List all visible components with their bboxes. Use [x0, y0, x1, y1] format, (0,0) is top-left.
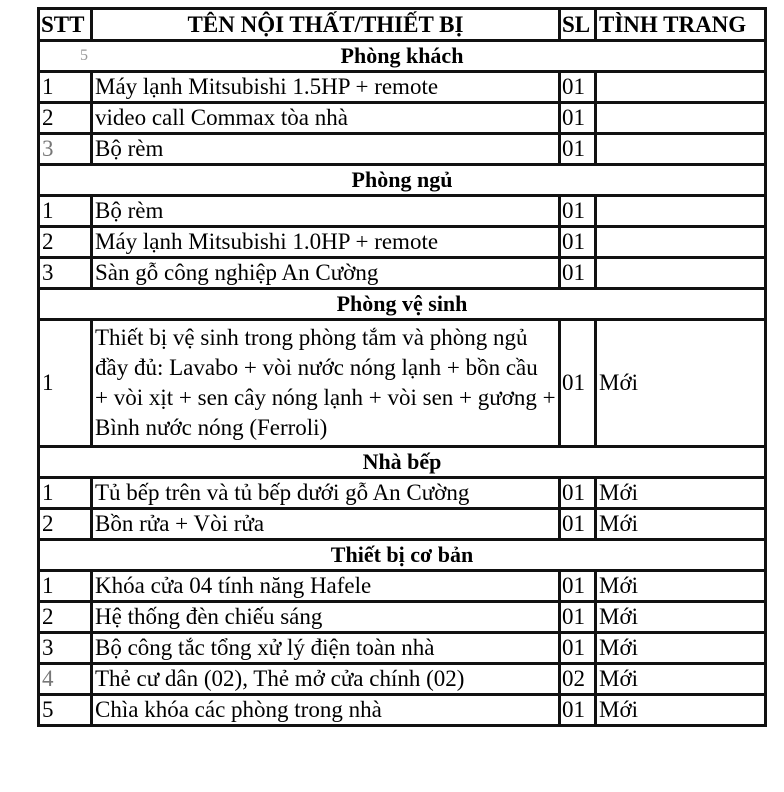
section-marker: 5 [80, 47, 88, 64]
header-status: TÌNH TRANG [596, 9, 766, 41]
table-row [39, 196, 766, 227]
row-status: Mới [596, 664, 766, 695]
row-stt: 1 [39, 196, 92, 227]
row-stt: 3 [39, 258, 92, 289]
table-row [39, 134, 766, 165]
row-item-name: Thiết bị vệ sinh trong phòng tắm và phòng ngủ đầy đủ: Lavabo + vòi nước nóng lạnh + bồn cầu + vòi xịt + sen cây nóng lạnh + vòi sen + gương + Bình nước nóng (Ferroli) [92, 320, 560, 447]
section-row-bathroom [39, 289, 766, 320]
row-quantity: 01 [560, 103, 596, 134]
table-row [39, 478, 766, 509]
row-status: Mới [596, 571, 766, 602]
row-stt: 3 [39, 633, 92, 664]
table-row [39, 72, 766, 103]
section-title: Phòng khách [340, 43, 464, 68]
row-item-name: Máy lạnh Mitsubishi 1.0HP + remote [92, 227, 560, 258]
row-status [596, 196, 766, 227]
row-item-name: Bồn rửa + Vòi rửa [92, 509, 560, 540]
section-row-basic-equipment [39, 540, 766, 571]
section-row-kitchen [39, 447, 766, 478]
row-item-name: Máy lạnh Mitsubishi 1.5HP + remote [92, 72, 560, 103]
row-quantity: 01 [560, 134, 596, 165]
row-quantity: 01 [560, 602, 596, 633]
row-status [596, 258, 766, 289]
inventory-sheet [37, 7, 764, 727]
row-stt: 2 [39, 509, 92, 540]
row-item-name: Tủ bếp trên và tủ bếp dưới gỗ An Cường [92, 478, 560, 509]
row-item-name: Bộ rèm [92, 196, 560, 227]
row-quantity: 01 [560, 72, 596, 103]
row-stt: 2 [39, 103, 92, 134]
row-item-name: Bộ công tắc tổng xử lý điện toàn nhà [92, 633, 560, 664]
row-item-name: video call Commax tòa nhà [92, 103, 560, 134]
row-quantity: 01 [560, 196, 596, 227]
table-row [39, 320, 766, 447]
table-row [39, 695, 766, 726]
row-stt: 1 [39, 320, 92, 447]
row-stt: 3 [39, 134, 92, 165]
row-quantity: 01 [560, 633, 596, 664]
header-stt: STT [39, 9, 92, 41]
row-stt: 1 [39, 478, 92, 509]
header-row [39, 9, 766, 41]
row-quantity: 01 [560, 320, 596, 447]
header-name: TÊN NỘI THẤT/THIẾT BỊ [92, 9, 560, 41]
row-status [596, 227, 766, 258]
row-item-name: Chìa khóa các phòng trong nhà [92, 695, 560, 726]
row-quantity: 01 [560, 258, 596, 289]
row-stt: 1 [39, 571, 92, 602]
inventory-table [37, 7, 767, 727]
row-status [596, 103, 766, 134]
table-row [39, 602, 766, 633]
section-row-living-room [39, 41, 766, 72]
row-status: Mới [596, 695, 766, 726]
row-item-name: Thẻ cư dân (02), Thẻ mở cửa chính (02) [92, 664, 560, 695]
row-status: Mới [596, 478, 766, 509]
row-status [596, 72, 766, 103]
section-row-bedroom [39, 165, 766, 196]
table-row [39, 664, 766, 695]
table-row [39, 103, 766, 134]
section-title: Thiết bị cơ bản [39, 540, 766, 571]
row-quantity: 01 [560, 509, 596, 540]
row-item-name: Sàn gỗ công nghiệp An Cường [92, 258, 560, 289]
row-quantity: 01 [560, 695, 596, 726]
table-row [39, 633, 766, 664]
row-stt: 5 [39, 695, 92, 726]
row-status: Mới [596, 320, 766, 447]
table-row [39, 227, 766, 258]
row-stt: 2 [39, 227, 92, 258]
section-title: Nhà bếp [39, 447, 766, 478]
row-quantity: 01 [560, 478, 596, 509]
row-status [596, 134, 766, 165]
row-status: Mới [596, 633, 766, 664]
row-stt: 1 [39, 72, 92, 103]
section-title: Phòng vệ sinh [39, 289, 766, 320]
row-item-name: Khóa cửa 04 tính năng Hafele [92, 571, 560, 602]
row-item-name: Bộ rèm [92, 134, 560, 165]
header-quantity: SL [560, 9, 596, 41]
row-status: Mới [596, 509, 766, 540]
row-quantity: 01 [560, 227, 596, 258]
row-item-name: Hệ thống đèn chiếu sáng [92, 602, 560, 633]
table-row [39, 571, 766, 602]
table-row [39, 509, 766, 540]
table-row [39, 258, 766, 289]
row-quantity: 02 [560, 664, 596, 695]
section-title: Phòng ngủ [39, 165, 766, 196]
row-stt: 2 [39, 602, 92, 633]
row-quantity: 01 [560, 571, 596, 602]
row-stt: 4 [39, 664, 92, 695]
row-status: Mới [596, 602, 766, 633]
